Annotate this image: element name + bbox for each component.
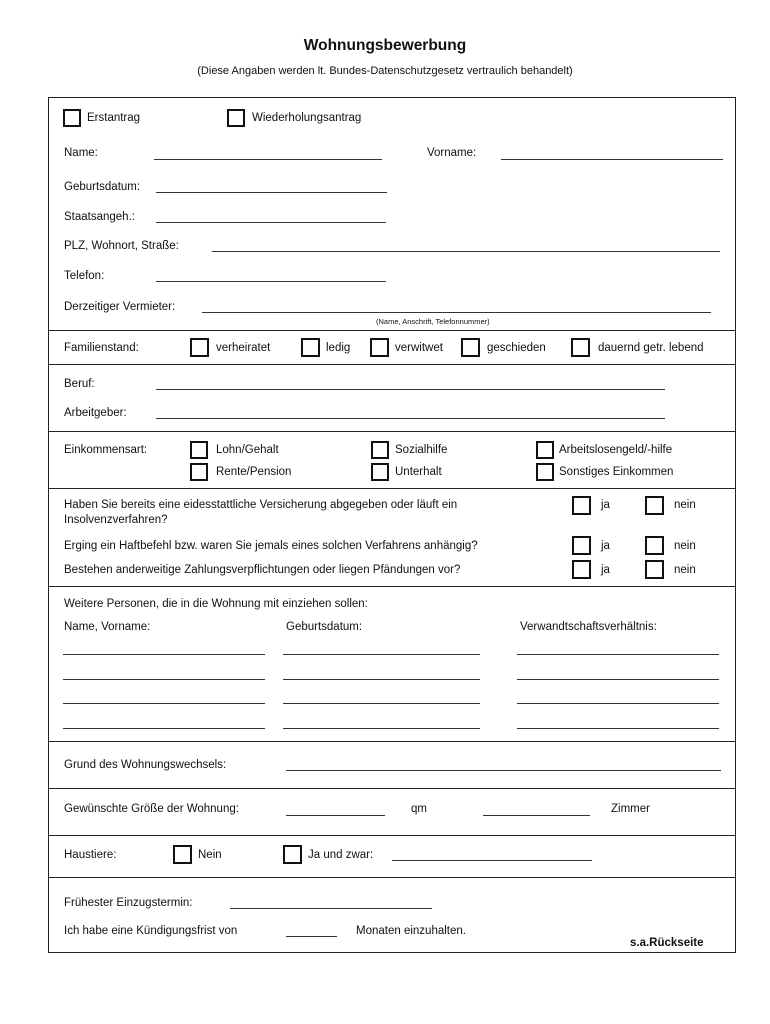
haustiere-art-field[interactable] (392, 860, 592, 861)
person-4-name-field[interactable] (63, 728, 265, 729)
arbeitslosengeld-label: Arbeitslosengeld/-hilfe (559, 444, 673, 456)
verheiratet-label: verheiratet (216, 342, 271, 354)
question-2: Erging ein Haftbefehl bzw. waren Sie jemals eines solchen Verfahrens anhängig? (64, 540, 478, 552)
question-1-ja-checkbox[interactable] (572, 496, 591, 515)
vermieter-hint: (Name, Anschrift, Telefonnummer) (376, 317, 490, 326)
person-1-name-field[interactable] (63, 654, 265, 655)
kuendigungsfrist-suffix: Monaten einzuhalten. (356, 925, 466, 937)
name-label: Name: (64, 147, 98, 159)
sozialhilfe-checkbox[interactable] (371, 441, 389, 459)
groesse-label: Gewünschte Größe der Wohnung: (64, 803, 239, 815)
unterhalt-checkbox[interactable] (371, 463, 389, 481)
geschieden-checkbox[interactable] (461, 338, 480, 357)
geburtsdatum-field[interactable] (156, 192, 387, 193)
question-1-nein-label: nein (674, 499, 696, 511)
questions-section (49, 489, 735, 587)
beruf-field[interactable] (156, 389, 665, 390)
size-section (49, 789, 735, 836)
person-3-name-field[interactable] (63, 703, 265, 704)
sozialhilfe-label: Sozialhilfe (395, 444, 448, 456)
wiederholungsantrag-checkbox[interactable] (227, 109, 245, 127)
question-2-nein-label: nein (674, 540, 696, 552)
dauernd-getrennt-label: dauernd getr. lebend (598, 342, 704, 354)
person-1-relation-field[interactable] (517, 654, 719, 655)
arbeitslosengeld-checkbox[interactable] (536, 441, 554, 459)
question-1-line-2: Insolvenzverfahren? (64, 514, 168, 526)
unterhalt-label: Unterhalt (395, 466, 442, 478)
question-1-ja-label: ja (601, 499, 610, 511)
staatsangeh-field[interactable] (156, 222, 386, 223)
persons-col-relation: Verwandtschaftsverhältnis: (520, 621, 657, 633)
rueckseite-note: s.a.Rückseite (630, 937, 704, 949)
vorname-field[interactable] (501, 159, 723, 160)
person-2-name-field[interactable] (63, 679, 265, 680)
vorname-label: Vorname: (427, 147, 477, 159)
verwitwet-checkbox[interactable] (370, 338, 389, 357)
income-section (49, 432, 735, 489)
familienstand-label: Familienstand: (64, 342, 139, 354)
reason-section (49, 742, 735, 789)
erstantrag-label: Erstantrag (87, 112, 141, 124)
personal-section (49, 98, 735, 331)
arbeitgeber-field[interactable] (156, 418, 665, 419)
form-title: Wohnungsbewerbung (303, 37, 467, 54)
kuendigungsfrist-label: Ich habe eine Kündigungsfrist von (64, 925, 238, 937)
einzugstermin-label: Frühester Einzugstermin: (64, 897, 193, 909)
person-1-birth-field[interactable] (283, 654, 480, 655)
grund-label: Grund des Wohnungswechsels: (64, 759, 227, 771)
rente-checkbox[interactable] (190, 463, 208, 481)
haustiere-nein-checkbox[interactable] (173, 845, 192, 864)
haustiere-label: Haustiere: (64, 849, 117, 861)
question-2-ja-checkbox[interactable] (572, 536, 591, 555)
haustiere-nein-label: Nein (198, 849, 222, 861)
question-1-nein-checkbox[interactable] (645, 496, 664, 515)
persons-col-name: Name, Vorname: (64, 621, 151, 633)
question-2-ja-label: ja (601, 540, 610, 552)
vermieter-field[interactable] (202, 312, 711, 313)
haustiere-ja-label: Ja und zwar: (308, 849, 374, 861)
geschieden-label: geschieden (487, 342, 546, 354)
sonstiges-checkbox[interactable] (536, 463, 554, 481)
name-field[interactable] (154, 159, 382, 160)
staatsangeh-label: Staatsangeh.: (64, 211, 135, 223)
movein-section (49, 878, 735, 952)
persons-section (49, 587, 735, 742)
geburtsdatum-label: Geburtsdatum: (64, 181, 141, 193)
person-2-relation-field[interactable] (517, 679, 719, 680)
question-3-nein-label: nein (674, 564, 696, 576)
verheiratet-checkbox[interactable] (190, 338, 209, 357)
application-form (48, 97, 736, 953)
person-4-relation-field[interactable] (517, 728, 719, 729)
plz-label: PLZ, Wohnort, Straße: (64, 240, 179, 252)
person-3-birth-field[interactable] (283, 703, 480, 704)
qm-label: qm (411, 803, 427, 815)
vermieter-label: Derzeitiger Vermieter: (64, 301, 176, 313)
ledig-label: ledig (326, 342, 351, 354)
telefon-field[interactable] (156, 281, 386, 282)
einkommensart-label: Einkommensart: (64, 444, 148, 456)
question-3-ja-label: ja (601, 564, 610, 576)
rente-label: Rente/Pension (216, 466, 292, 478)
einzugstermin-field[interactable] (230, 908, 432, 909)
dauernd-getrennt-checkbox[interactable] (571, 338, 590, 357)
wiederholungsantrag-label: Wiederholungsantrag (252, 112, 362, 124)
sonstiges-label: Sonstiges Einkommen (559, 466, 674, 478)
family-section (49, 331, 735, 365)
erstantrag-checkbox[interactable] (63, 109, 81, 127)
question-2-nein-checkbox[interactable] (645, 536, 664, 555)
haustiere-ja-checkbox[interactable] (283, 845, 302, 864)
form-subtitle: (Diese Angaben werden lt. Bundes-Datenschutzgesetz vertraulich behandelt) (197, 65, 573, 77)
person-4-birth-field[interactable] (283, 728, 480, 729)
plz-field[interactable] (212, 251, 720, 252)
qm-field[interactable] (286, 815, 385, 816)
ledig-checkbox[interactable] (301, 338, 320, 357)
question-1-line-1: Haben Sie bereits eine eidesstattliche Versicherung abgegeben oder läuft ein (64, 499, 458, 511)
verwitwet-label: verwitwet (395, 342, 443, 354)
persons-intro: Weitere Personen, die in die Wohnung mit einziehen sollen: (64, 598, 368, 610)
telefon-label: Telefon: (64, 270, 105, 282)
kuendigungsfrist-field[interactable] (286, 936, 337, 937)
zimmer-field[interactable] (483, 815, 590, 816)
job-section (49, 365, 735, 432)
person-3-relation-field[interactable] (517, 703, 719, 704)
persons-col-birth: Geburtsdatum: (286, 621, 363, 633)
question-3: Bestehen anderweitige Zahlungsverpflichtungen oder liegen Pfändungen vor? (64, 564, 461, 576)
question-3-nein-checkbox[interactable] (645, 560, 664, 579)
pets-section (49, 836, 735, 878)
question-3-ja-checkbox[interactable] (572, 560, 591, 579)
arbeitgeber-label: Arbeitgeber: (64, 407, 127, 419)
grund-field[interactable] (286, 770, 721, 771)
zimmer-label: Zimmer (611, 803, 650, 815)
person-2-birth-field[interactable] (283, 679, 480, 680)
beruf-label: Beruf: (64, 378, 95, 390)
lohn-label: Lohn/Gehalt (216, 444, 279, 456)
lohn-checkbox[interactable] (190, 441, 208, 459)
